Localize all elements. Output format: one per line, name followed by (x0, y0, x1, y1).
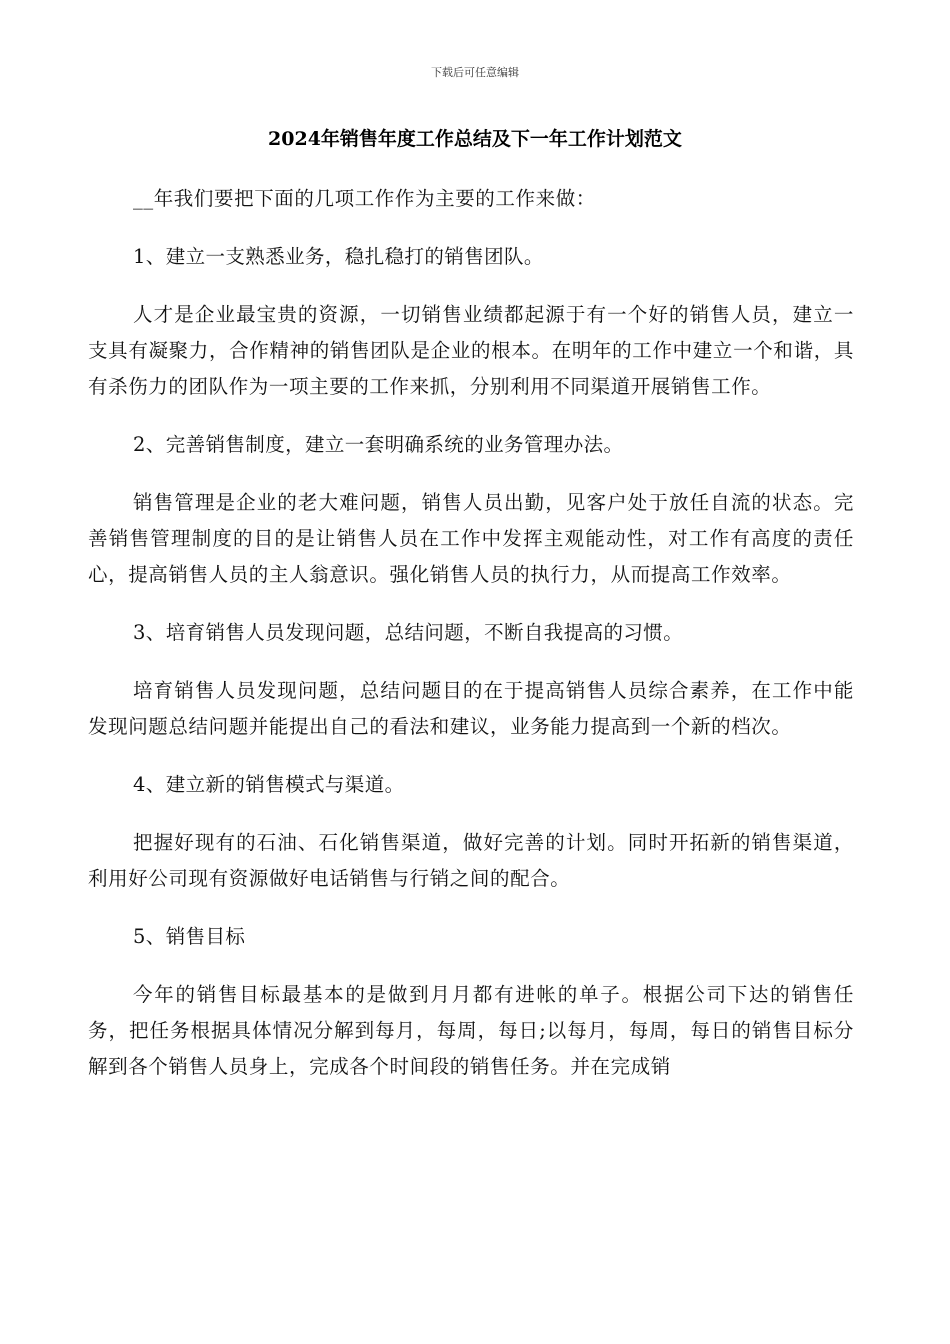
page-header-note: 下载后可任意编辑 (431, 66, 519, 79)
section-paragraph-4: 把握好现有的石油、石化销售渠道，做好完善的计划。同时开拓新的销售渠道，利用好公司现有资源做好电话销售与行销之间的配合。 (88, 831, 854, 890)
section-heading-3: 3、培育销售人员发现问题，总结问题，不断自我提高的习惯。 (133, 621, 684, 644)
section-heading-2: 2、完善销售制度，建立一套明确系统的业务管理办法。 (133, 433, 624, 456)
section-paragraph-5: 今年的销售目标最基本的是做到月月都有进帐的单子。根据公司下达的销售任务，把任务根据具体情况分解到每月，每周，每日;以每月，每周，每日的销售目标分解到各个销售人员身上，完成各个时间段的销售任务。并在完成销 (88, 983, 854, 1078)
section-paragraph-1: 人才是企业最宝贵的资源，一切销售业绩都起源于有一个好的销售人员，建立一支具有凝聚力，合作精神的销售团队是企业的根本。在明年的工作中建立一个和谐，具有杀伤力的团队作为一项主要的工作来抓，分别利用不同渠道开展销售工作。 (88, 303, 854, 398)
document-body (88, 181, 854, 1107)
section-paragraph-3: 培育销售人员发现问题，总结问题目的在于提高销售人员综合素养，在工作中能发现问题总结问题并能提出自己的看法和建议，业务能力提高到一个新的档次。 (88, 679, 854, 738)
section-heading-5: 5、销售目标 (133, 925, 246, 948)
intro-paragraph: __年我们要把下面的几项工作作为主要的工作来做： (133, 187, 596, 210)
section-paragraph-2: 销售管理是企业的老大难问题，销售人员出勤，见客户处于放任自流的状态。完善销售管理制度的目的是让销售人员在工作中发挥主观能动性，对工作有高度的责任心，提高销售人员的主人翁意识。强化销售人员的执行力，从而提高工作效率。 (88, 491, 854, 586)
section-heading-4: 4、建立新的销售模式与渠道。 (133, 773, 405, 796)
section-heading-1: 1、建立一支熟悉业务，稳扎稳打的销售团队。 (133, 245, 544, 268)
document-title: 2024年销售年度工作总结及下一年工作计划范文 (268, 128, 682, 150)
